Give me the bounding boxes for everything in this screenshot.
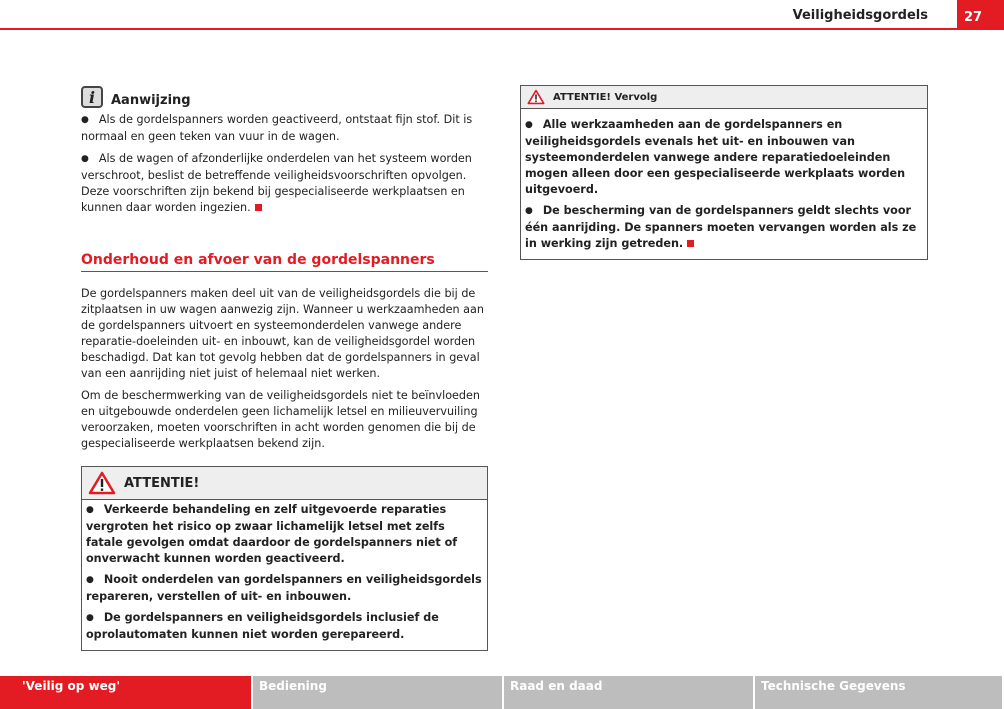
section-title: Onderhoud en afvoer van de gordelspanners [81, 252, 488, 272]
warning-item: ● Verkeerde behandeling en zelf uitgevoerde reparaties vergroten het risico op zwaar lichamelijk letsel met zelfs fatale gevolgen omdat daardoor de gordelspanners niet of onverwacht kunnen worden geactiveerd. [86, 502, 483, 567]
header-rule [0, 28, 1004, 30]
note-item: ● Als de gordelspanners worden geactiveerd, ontstaat fijn stof. Dit is normaal en geen teken van vuur in de wagen. [81, 112, 488, 145]
warning-triangle-icon [88, 471, 116, 495]
page-number: 27 [957, 0, 1004, 30]
left-column [81, 86, 488, 651]
warning-continued-title: ATTENTIE! Vervolg [553, 91, 658, 103]
chapter-title: Veiligheidsgordels [792, 8, 928, 23]
end-marker-icon [255, 204, 262, 211]
warning-item: ● Alle werkzaamheden aan de gordelspanners en veiligheidsgordels evenals het uit- en inbouwen van systeemonderdelen vanwege andere reparatiedoeleinden mogen alleen door een gespecialiseerde werkplaats worden uitgevoerd. [525, 117, 923, 198]
warning-triangle-icon [527, 89, 545, 105]
footer-tab-bediening[interactable]: Bediening [251, 676, 502, 709]
warning-title: ATTENTIE! [124, 475, 200, 491]
warning-box [81, 466, 488, 651]
section-paragraph: De gordelspanners maken deel uit van de veiligheidsgordels die bij de zitplaatsen in uw wagen aanwezig zijn. Wanneer u werkzaamheden aan de gordelspanners uitvoert en systeemonderdelen vanwege andere reparatie-doeleinden uit- en inbouwt, kan de veiligheidsgordel worden beschadigd. Dat kan tot gevolg hebben dat de gordelspanners in geval van een aanrijding niet juist of helemaal niet werken. [81, 287, 484, 380]
warning-item: ● Nooit onderdelen van gordelspanners en veiligheidsgordels repareren, verstellen of uit- en inbouwen. [86, 572, 483, 605]
end-marker-icon [687, 240, 694, 247]
footer-tab-veilig-op-weg[interactable]: 'Veilig op weg' [0, 676, 251, 709]
warning-item: ● De bescherming van de gordelspanners geldt slechts voor één aanrijding. De spanners moeten vervangen worden als ze in werking zijn getreden. [525, 203, 923, 252]
warning-continued-box [520, 85, 928, 260]
note-item: ● Als de wagen of afzonderlijke onderdelen van het systeem worden verschroot, beslist de betreffende veiligheidsvoorschriften opvolgen. Deze voorschriften zijn bekend bij gespecialiseerde werkplaatsen en kunnen daar worden ingezien. [81, 151, 488, 216]
footer-tab-raad-en-daad[interactable]: Raad en daad [502, 676, 753, 709]
right-column [520, 85, 928, 260]
warning-continued-body [521, 109, 927, 259]
footer-nav [0, 676, 1004, 709]
section-paragraph: Om de beschermwerking van de veiligheidsgordels niet te beïnvloeden en uitgebouwde onderdelen geen lichamelijk letsel en milieuvervuiling veroorzaken, moeten voorschriften in acht worden genomen die bij de gespecialiseerde werkplaatsen bekend zijn. [81, 389, 481, 450]
info-icon: i [81, 86, 103, 108]
note-header [81, 86, 488, 108]
note-title: Aanwijzing [111, 92, 191, 108]
warning-continued-header [521, 86, 927, 109]
footer-tab-technische-gegevens[interactable]: Technische Gegevens [753, 676, 1002, 709]
warning-body [82, 500, 487, 650]
warning-header [82, 467, 487, 500]
warning-item: ● De gordelspanners en veiligheidsgordels inclusief de oprolautomaten kunnen niet worden gerepareerd. [86, 610, 483, 643]
